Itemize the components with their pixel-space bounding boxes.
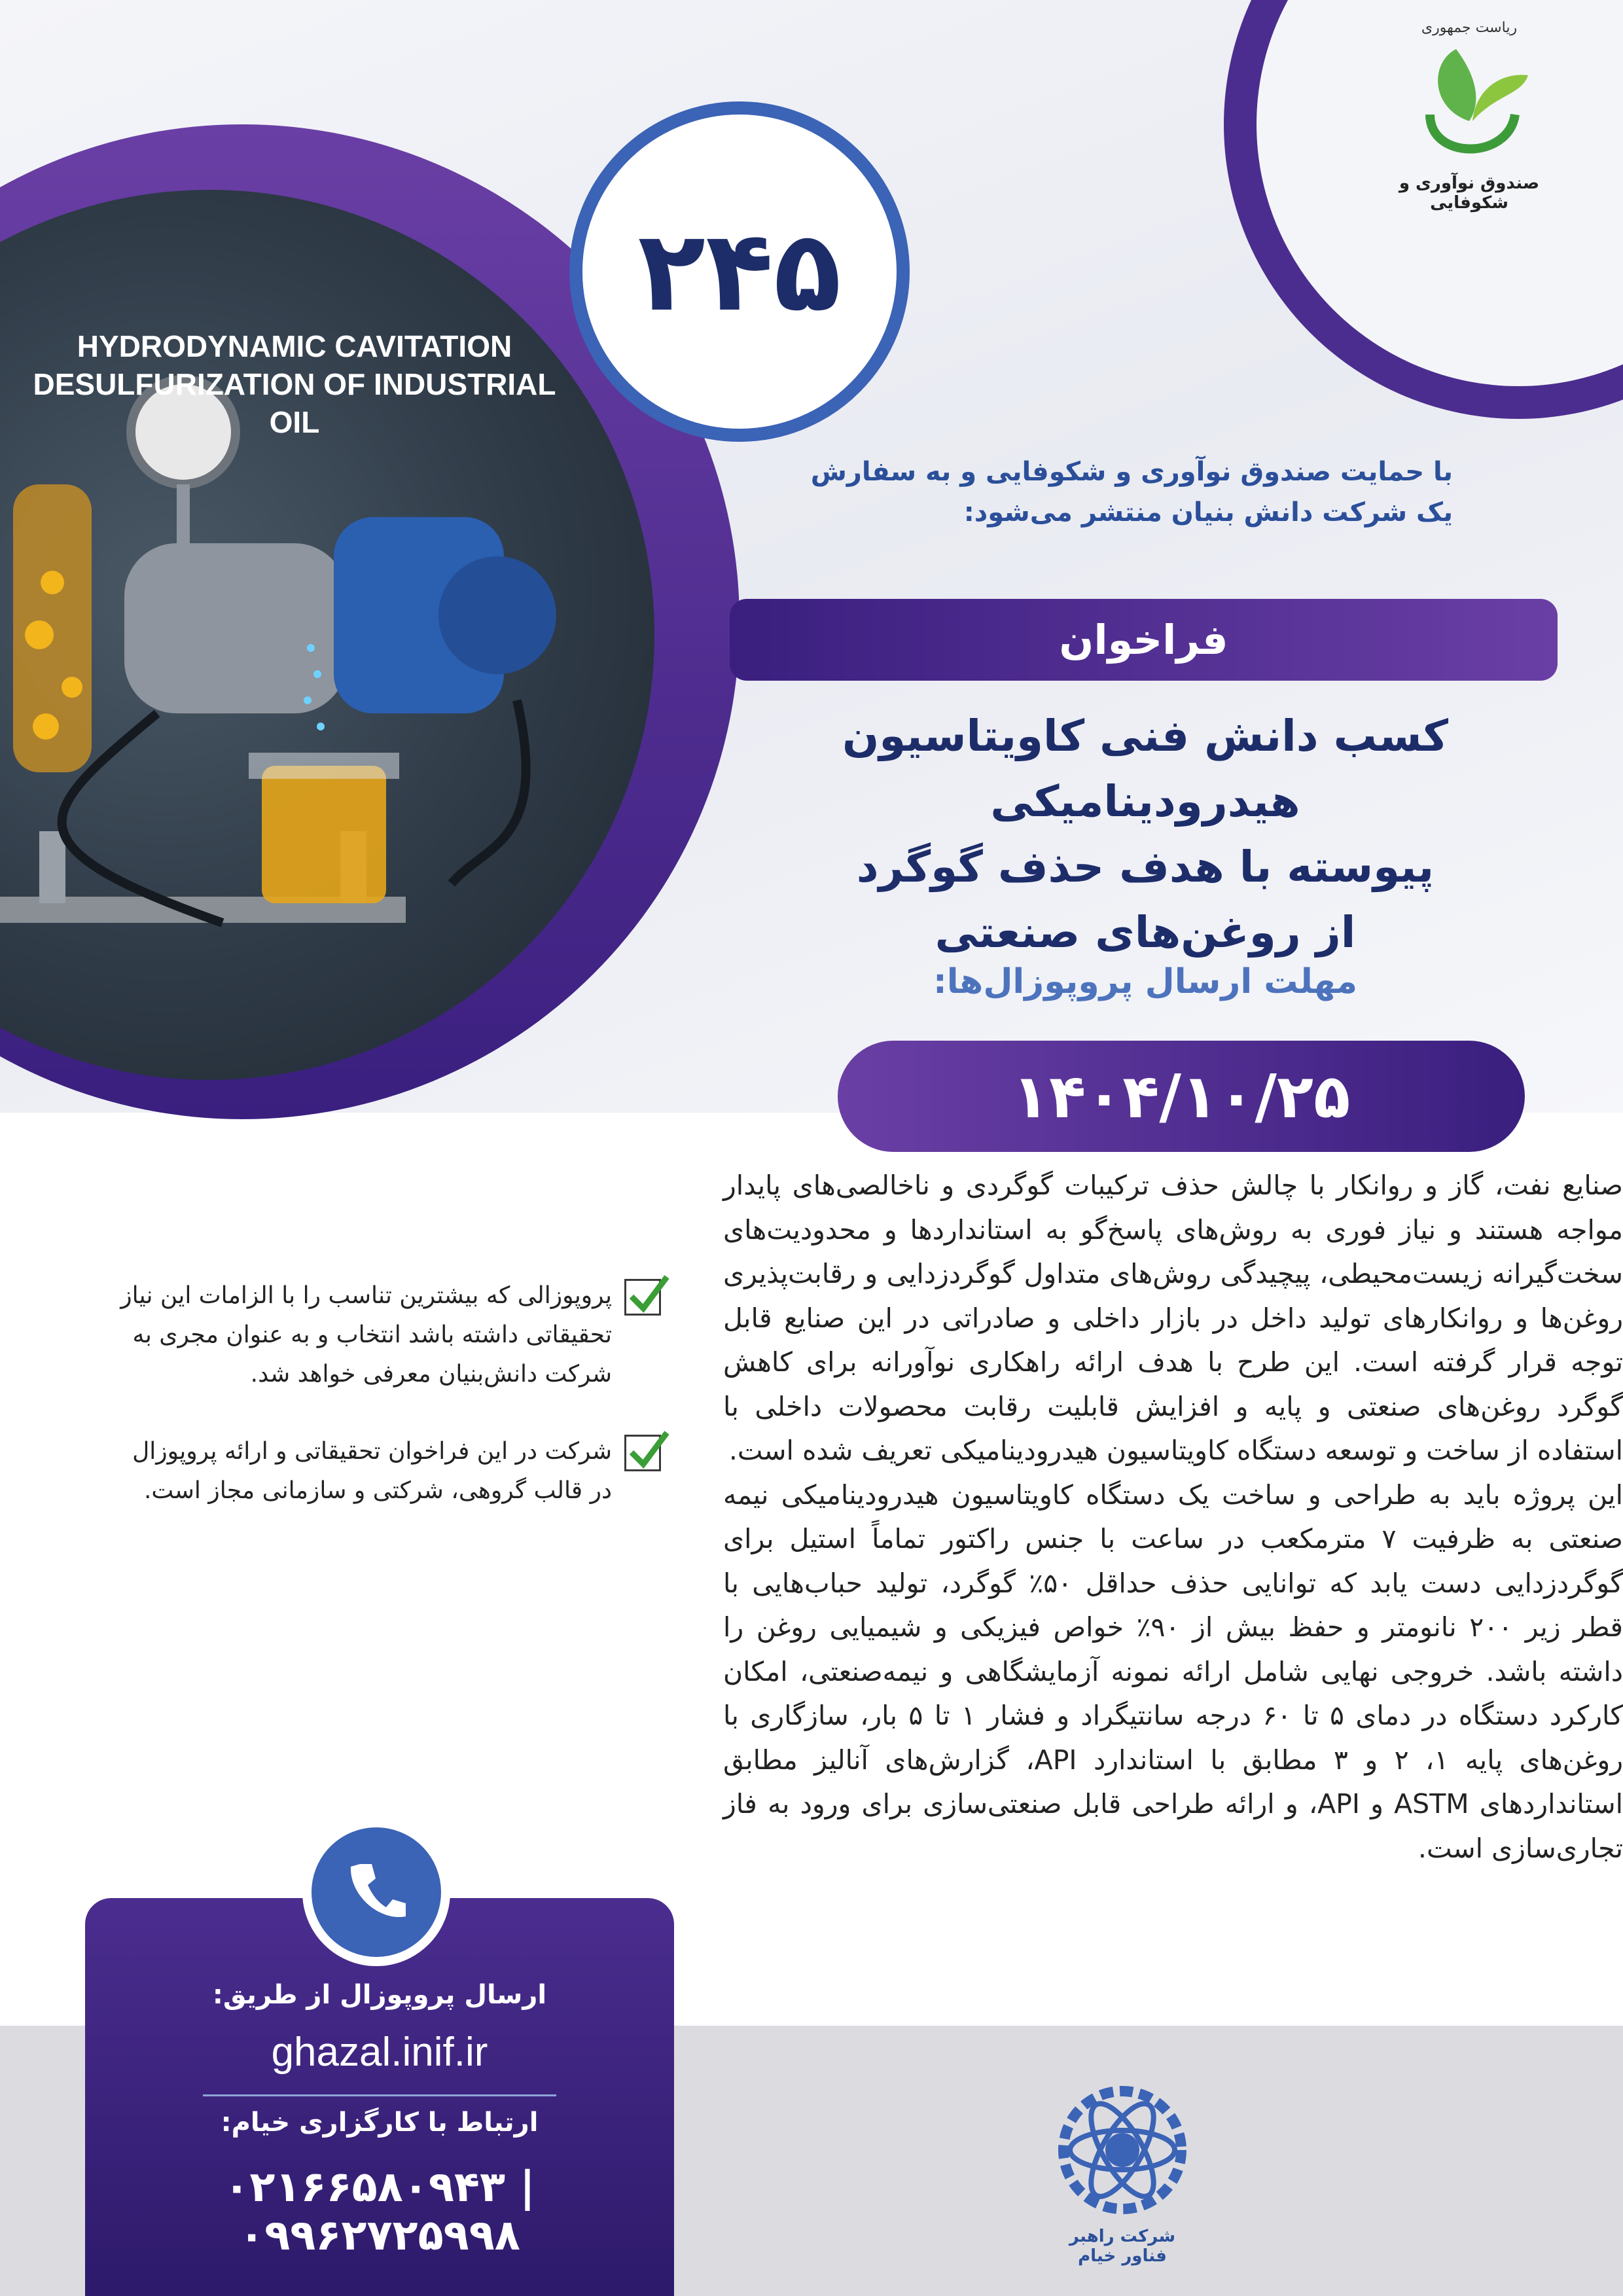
support-line2: یک شرکت دانش بنیان منتشر می‌شود: [963, 497, 1453, 528]
check-icon [624, 1435, 661, 1471]
photo-title-line1: HYDRODYNAMIC CAVITATION [77, 329, 512, 363]
bullet-text-1: پروپوزالی که بیشترین تناسب را با الزامات این نیاز تحقیقاتی داشته باشد انتخاب و به عنوان مجری به شرکت دانش‌بنیان معرفی خواهد شد. [120, 1282, 612, 1388]
deadline-label: مهلت ارسال پروپوزال‌ها: [933, 962, 1358, 1001]
logo-top-line1: ریاست جمهوری [1421, 20, 1518, 36]
support-statement [746, 452, 1453, 533]
description-body [723, 1164, 1623, 1871]
headline-line2: پیوسته با هدف حذف گوگرد [856, 842, 1435, 892]
photo-title-line2: DESULFURIZATION OF INDUSTRIAL OIL [33, 367, 556, 439]
phone-badge [302, 1818, 450, 1966]
send-proposal-label: ارسال پروپوزال از طریق: [212, 1980, 547, 2010]
phone-icon [340, 1856, 412, 1928]
call-label: فراخوان [1059, 616, 1228, 664]
headline-line3: از روغن‌های صنعتی [935, 907, 1356, 958]
conditions-list [118, 1276, 661, 1549]
website-link[interactable]: ghazal.inif.ir [271, 2030, 488, 2075]
deadline-date-pill [838, 1041, 1525, 1152]
body-paragraph-2: این پروژه باید به طراحی و ساخت یک دستگاه کاویتاسیون هیدرودینامیکی نیمه صنعتی به ظرفیت ۷ مترمکعب در ساعت با جنس راکتور تماماً استیل برای گوگردزدایی دست یابد که توانایی حذف حداقل ۵۰٪ گوگرد، تولید حباب‌هایی با قطر زیر ۲۰۰ نانومتر و حفظ بیش از ۹۰٪ خواص فیزیکی و شیمیایی روغن را داشته باشد. خروجی نهایی شامل ارائه نمونه آزمایشگاهی و نیمه‌صنعتی، امکان کارکرد دستگاه در دمای ۵ تا ۶۰ درجه سانتیگراد و فشار ۱ تا ۵ بار، سازگاری با روغن‌های پایه ۱، ۲ و ۳ مطابق با استاندارد API، گزارش‌های آنالیز مطابق استانداردهای ASTM و API، و ارائه طراحی قابل صنعتی‌سازی برای ورود به فاز تجاری‌سازی است. [723, 1479, 1623, 1864]
list-item [118, 1432, 661, 1511]
headline [720, 704, 1571, 965]
photo-title [13, 327, 576, 441]
innovation-fund-logo [1381, 20, 1558, 229]
deadline-date: ۱۴۰۴/۱۰/۲۵ [1012, 1061, 1351, 1132]
divider [203, 2094, 556, 2096]
issue-number-badge [569, 101, 910, 442]
bullet-text-2: شرکت در این فراخوان تحقیقاتی و ارائه پروپوزال در قالب گروهی، شرکتی و سازمانی مجاز است. [132, 1438, 612, 1504]
phone-numbers[interactable]: ۰۲۱۶۶۵۸۰۹۴۳ | ۰۹۹۶۲۷۲۵۹۹۸ [224, 2163, 535, 2260]
call-banner [730, 599, 1558, 681]
agency-contact-label: ارتباط با کارگزاری خیام: [221, 2108, 539, 2138]
khayyam-logo [1047, 2081, 1198, 2266]
logo-bottom-text: شرکت راهبر فناور خیام [1069, 2227, 1176, 2266]
support-line1: با حمایت صندوق نوآوری و شکوفایی و به سفارش [810, 457, 1453, 487]
body-paragraph-1: صنایع نفت، گاز و روانکار با چالش حذف ترکیبات گوگردی و ناخالصی‌های پایدار مواجه هستند و نیاز فوری به روش‌های پاسخ‌گو به استانداردها و محدودیت‌های سخت‌گیرانه زیست‌محیطی، پیچیدگی روش‌های متداول گوگردزدایی و رقابت‌پذیری روغن‌ها و روانکارهای تولید داخل در بازار داخلی و صادراتی در این صنایع قابل توجه قرار گرفته است. این طرح با هدف ارائه راهکاری نوآورانه برای کاهش گوگرد روغن‌های صنعتی و پایه و افزایش قابلیت رقابت محصولات داخلی با استفاده از ساخت و توسعه دستگاه کاویتاسیون هیدرودینامیکی تعریف شده است. [723, 1170, 1623, 1466]
issue-number: ۲۴۵ [637, 207, 842, 336]
check-icon [624, 1279, 661, 1316]
gear-atom-logo-icon [1054, 2081, 1191, 2219]
headline-line1: کسب دانش فنی کاویتاسیون هیدرودینامیکی [842, 711, 1449, 827]
list-item [118, 1276, 661, 1394]
logo-top-line2: صندوق نوآوری و شکوفایی [1399, 173, 1540, 213]
leaf-logo-icon [1404, 36, 1535, 167]
